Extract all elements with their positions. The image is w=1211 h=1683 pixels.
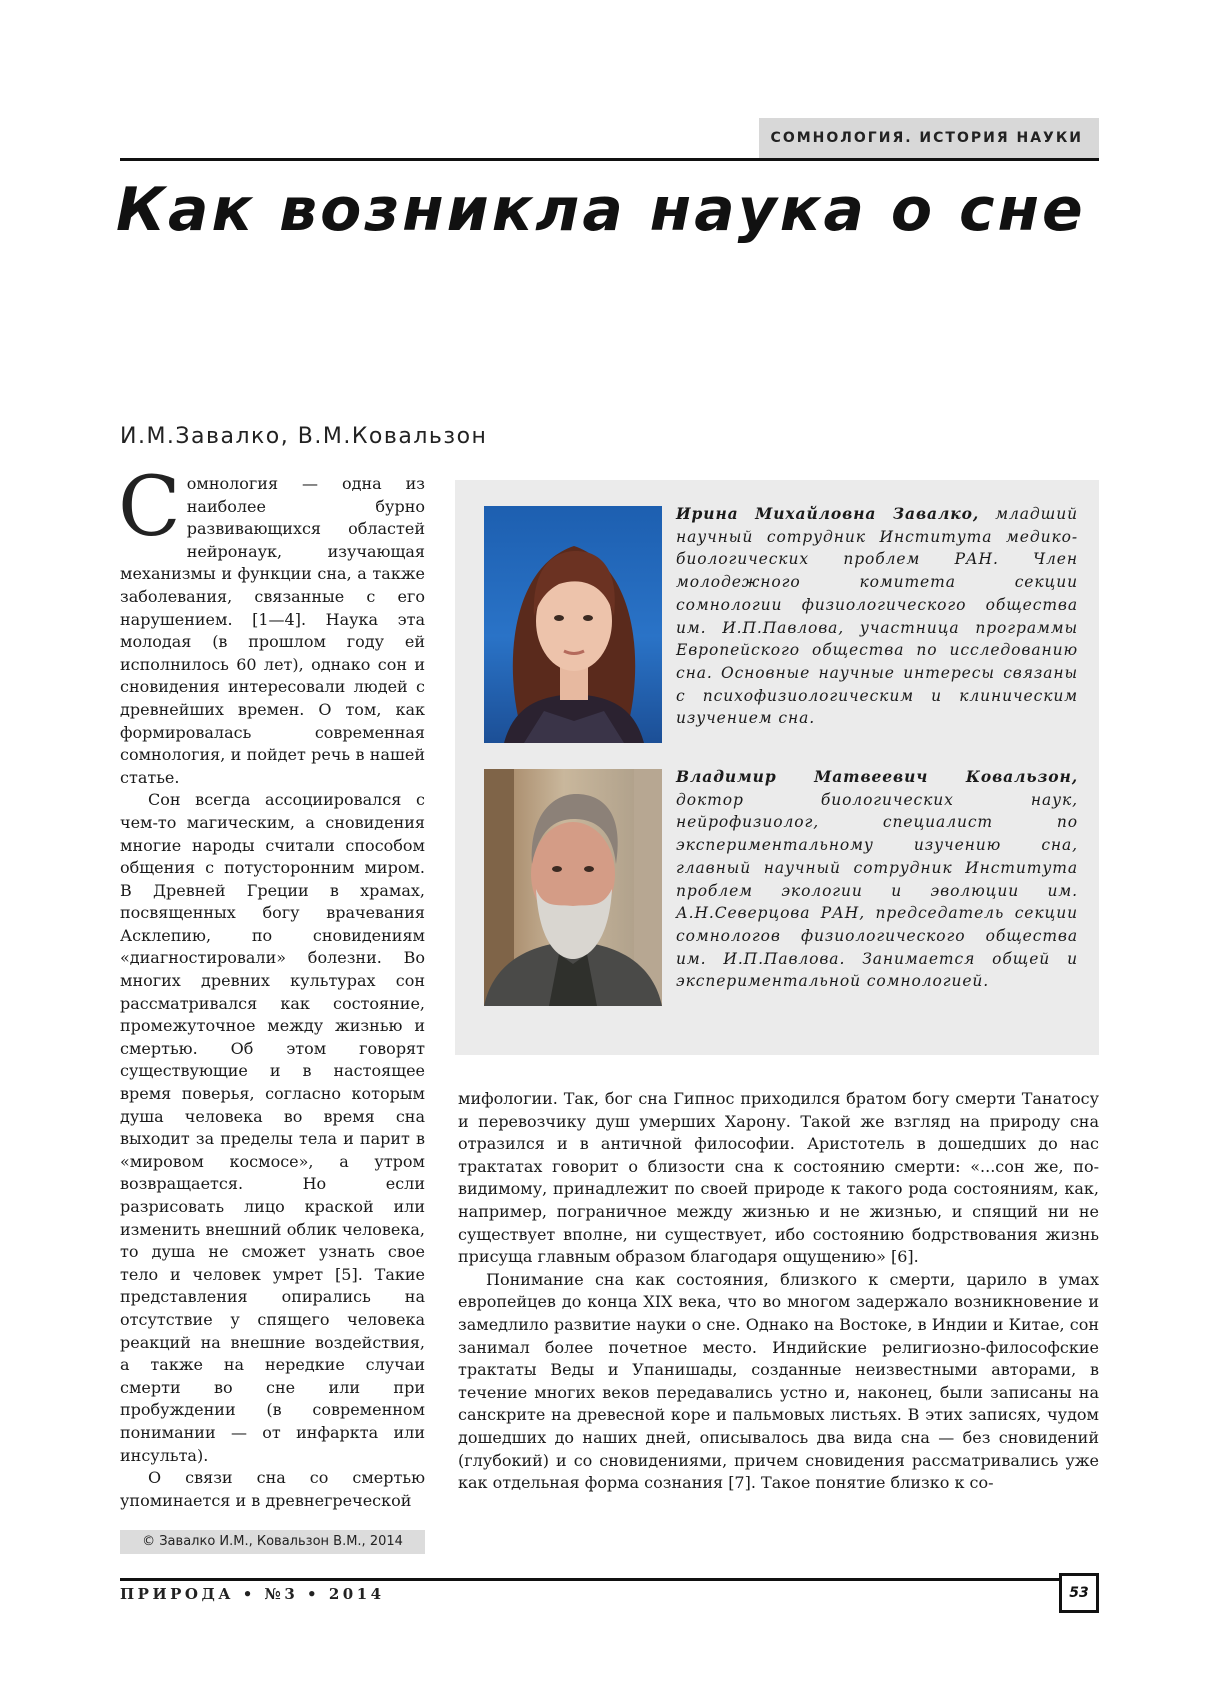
article-title: Как возникла наука о сне	[116, 175, 1086, 245]
copyright: © Завалко И.М., Ковальзон В.М., 2014	[120, 1530, 425, 1554]
bio-kovalzon	[676, 766, 1078, 993]
journal-footer: ПРИРОДА • №3 • 2014	[120, 1585, 385, 1603]
bio-zavalko	[676, 503, 1078, 730]
intro-paragraph: Сомнология — одна из наиболее бурно развивающихся областей нейронаук, изучающая механизмы и функции сна, а также заболевания, связанные с его нарушением. [1—4]. Наука эта молодая (в прошлом году ей исполнилось 60 лет), однако сон и сновидения интересовали людей с древнейших времен. О том, как формировалась современная сомнология, и пойдет речь в нашей статье.	[118, 460, 425, 787]
bio-text: младший научный сотрудник Института медико-биологических проблем РАН. Член молодежного комитета секции сомнологии физиологического общества им. И.П.Павлова, участница программы Европейского общества по исследованию сна. Основные научные интересы связаны с психофизиологическим и клиническим изучением сна.	[676, 505, 1078, 728]
bio-name: Ирина Михайловна Завалко,	[676, 504, 980, 523]
author-photo-zavalko	[484, 506, 662, 743]
portrait-woman	[484, 506, 662, 743]
paragraph: Понимание сна как состояния, близкого к смерти, царило в умах европейцев до конца XIX века, что во многом задержало возникновение и замедлило развитие науки о сне. Однако на Востоке, в Индии и Китае, сон занимал более почетное место. Индийские религиозно-философские трактаты Веды и Упанишады, созданные неизвестными авторами, в течение многих веков передавались устно и, наконец, были записаны на санскрите на древесной коре и пальмовых листьях. В этих записях, чудом дошедших до наших дней, описывалось два вида сна — без сновидений (глубокий) и со сновидениями, причем сновидения рассматривались уже как отдельная форма сознания [7]. Такое понятие близко к со-	[458, 1269, 1099, 1493]
top-rule	[120, 158, 1099, 161]
bottom-rule	[120, 1578, 1059, 1581]
bio-name: Владимир Матвеевич Ковальзон,	[676, 767, 1078, 786]
authors: И.М.Завалко, В.М.Ковальзон	[120, 424, 488, 449]
paragraph: О связи сна со смертью упоминается и в древнегреческой	[120, 1468, 425, 1510]
bio-text: доктор биологических наук, нейрофизиолог, специалист по экспериментальному изучению сна, главный научный сотрудник Института проблем экологии и эволюции им. А.Н.Северцова РАН, председатель секции сомнологов физиологического общества им. И.П.Павлова. Занимается общей и экспериментальной сомнологией.	[676, 790, 1078, 991]
page-number: 53	[1059, 1573, 1099, 1613]
section-tag: СОМНОЛОГИЯ. ИСТОРИЯ НАУКИ	[759, 118, 1099, 158]
left-column	[118, 460, 425, 1512]
author-photo-kovalzon	[484, 769, 662, 1006]
paragraph: Сон всегда ассоциировался с чем-то магическим, а сновидения многие народы считали способом общения с потусторонним миром. В Древней Греции в храмах, посвященных богу врачевания Асклепию, по сновидениям «диагностировали» болезни. Во многих древних культурах сон рассматривался как состояние, промежуточное между жизнью и смертью. Об этом говорят существующие и в настоящее время поверья, согласно которым душа человека во время сна выходит за пределы тела и парит в «мировом космосе», а утром возвращается. Но если разрисовать лицо краской или изменить внешний облик человека, то душа не сможет узнать свое тело и человек умрет [5]. Такие представления опирались на отсутствие у спящего человека реакций на внешние воздействия, а также на нередкие случаи смерти во сне или при пробуждении (в современном понимании — от инфаркта или инсульта).	[120, 790, 425, 1465]
paragraph: мифологии. Так, бог сна Гипнос приходился братом богу смерти Танатосу и перевозчику душ умерших Харону. Такой же взгляд на природу сна отразился и в античной философии. Аристотель в дошедших до нас трактатах говорит о близости сна к состоянию смерти: «...сон же, по-видимому, принадлежит по своей природе к такого рода состояниям, как, например, пограничное между жизнью и не жизнью, и спящий ни не существует вполне, ни существует, ибо состоянию бодрствования жизнь присуща главным образом благодаря ощущению» [6].	[458, 1089, 1099, 1267]
drop-cap: С	[118, 460, 181, 555]
portrait-man	[484, 769, 662, 1006]
right-column	[458, 1088, 1099, 1495]
